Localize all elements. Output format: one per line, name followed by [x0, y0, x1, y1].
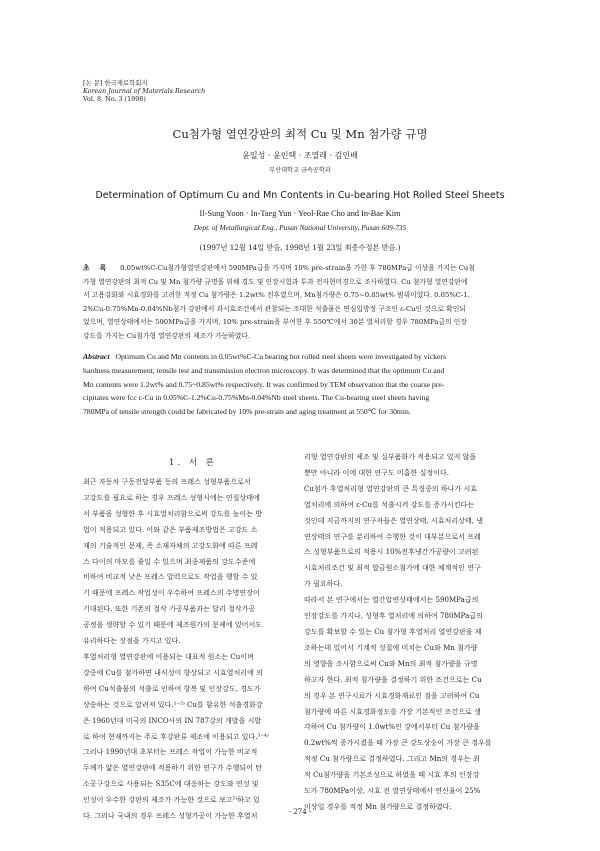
- abstract-en-line: hardness measurement, tensile test and transmission electron microscopy. It was determined that the optimum Cu and: [83, 365, 445, 375]
- body-text-line: 다. 그러나 국내의 경우 프레스 성형가공이 가능한 후열처: [83, 811, 258, 821]
- body-text-line: 재의 기술적인 문제, 즉 소재자체의 고강도화에 따른 프레: [83, 540, 258, 550]
- body-text-line: 따라서 본 연구에서는 열간압연상태에서는 590MPa급의: [304, 595, 479, 605]
- body-text-line: 의 경우 본 연구시료가 시효경화재료인 점을 고려하여 Cu: [304, 690, 480, 700]
- affiliation-en: Dept. of Metallurgical Eng., Pusan National University, Pusan 609-735: [193, 223, 407, 232]
- body-text-line: 상승하는 것으로 알려져 있다.¹⁻²⁾ Cu를 함유한 석출경화강: [83, 699, 263, 709]
- paper-title-en: Determination of Optimum Cu and Mn Contents in Cu-bearing Hot Rolled Steel Sheets: [95, 190, 505, 201]
- body-text-line: 스 다이의 마모를 줄일 수 있으며 최종제품의 강도수준에: [83, 556, 256, 566]
- journal-category: [논 문] 한국재료학회지: [83, 79, 148, 87]
- body-text-line: 각하여 Cu 첨가량이 1.0wt%인 강에서부터 Cu 첨가량을: [304, 722, 480, 732]
- abstract-ko-label: 초록: [83, 264, 117, 272]
- body-text-line: 이상일 경우를 적정 Mn 첨가량으로 결정하였다.: [304, 801, 452, 811]
- journal-volume: Vol. 8, No. 3 (1998): [83, 95, 146, 103]
- body-text-line: 기 때문에 프레스 작업성이 우수하여 프레스의 수명연장이: [83, 588, 260, 598]
- page-number: - 274 -: [288, 808, 312, 816]
- received-dates: (1997년 12월 14일 받음, 1998년 1월 23일 최종수정본 받음.): [199, 243, 401, 252]
- body-text-line: 고강도를 필요로 하는 경우 프레스 성형시에는 연질상태에: [83, 492, 260, 502]
- body-text-line: 것인데 지금까지의 연구자들은 열연상태, 시효처리상태, 냉: [304, 515, 484, 525]
- abstract-ko-line: 었으며, 열연상태에서는 590MPa급을 가지며, 10% pre-strain을 부여한 후 550℃에서 30분 열처리할 경우 780MPa급의 인장: [83, 318, 467, 327]
- abstract-en-line: Abstract Optimum Cu and Mn contents in 0.05wt%C-Cu bearing hot rolled steel sheets were investigated by vickers: [83, 352, 446, 361]
- body-text-line: 강중에 Cu를 첨가하면 내식성이 향상되고 시효열처리에 의: [83, 667, 263, 677]
- body-text-line: 인성이 우수한 강판의 제조가 가능한 것으로 보고⁵⁾하고 있: [83, 795, 260, 805]
- authors-ko: 윤일성 · 윤인택 · 조열래 · 김인배: [242, 151, 358, 160]
- body-text-line: 적정 Cu 첨가량으로 결정하였다. 그리고 Mn의 경우는 최: [304, 754, 480, 764]
- body-text-line: 조하는데 있어서 기계적 성질에 미치는 Cu와 Mn 첨가량: [304, 642, 478, 652]
- abstract-ko-line: 가형 열연강판의 최적 Cu 및 Mn 첨가량 규명을 위해 경도 및 인장시험과 투과 전자현미경으로 조사하였다. Cu 첨가형 열연강판에: [83, 277, 468, 286]
- body-text-line: 가 필요하다.: [304, 579, 343, 589]
- body-text-line: 최근 자동차 구동전달부품 등의 프레스 성형부품으로서: [83, 477, 251, 486]
- body-text-line: 유리하다는 장점을 가지고 있다.: [83, 636, 181, 646]
- body-text-line: 기대된다. 또한 기존의 절삭 가공부품과는 달리 절삭가공: [83, 604, 256, 614]
- paper-title-ko: Cu첨가형 열연강판의 최적 Cu 및 Mn 첨가량 규명: [172, 127, 428, 141]
- body-text-line: 하여 Cu석출물의 석출로 인하여 항복 및 인장강도, 경도가: [83, 683, 261, 693]
- body-text-line: 하고자 한다. 최적 첨가량을 결정하기 위한 조건으로는 Cu: [304, 674, 482, 684]
- abstract-en-line: 780MPa of tensile strength could be fabricated by 10% pre-strain and aging treatment at 550℃ for 30min.: [83, 407, 411, 417]
- affiliation-ko: 부산대학교 금속공학과: [269, 167, 331, 174]
- authors-en: Il-Sung Yoon · In-Taeg Yun · Yeol-Rae Cho and In-Bae Kim: [199, 209, 401, 218]
- body-text-line: 비하여 비교적 낮은 프레스 압력으로도 작업을 행할 수 있: [83, 572, 258, 582]
- body-text-line: 그러나 1990년대 초부터는 프레스 작업이 가능한 비교적: [83, 747, 258, 757]
- body-column-left: [83, 474, 303, 824]
- body-text-line: 스 성형부품으로의 적용시 10%전후냉간가공량이 고려된: [304, 547, 479, 557]
- abstract-en-line: cipitates were fcc ε-Cu in 0.05%C-1.2%Cu-0.75%Mn-0.04%Nb steel sheets. The Cu-bearing steel sheets having: [83, 393, 430, 403]
- body-column-right: [304, 449, 524, 815]
- body-text-line: 공정을 생략할 수 있기 때문에 제조원가의 문제에 있어서도: [83, 620, 263, 630]
- body-text-line: 두께가 얇은 열연강판에 적용하기 위한 연구가 수행되어 탄: [83, 763, 263, 773]
- journal-header: [83, 79, 205, 103]
- body-text-line: 첨가량에 따른 시효경화정도를 가장 기본적인 조건으로 생: [304, 706, 481, 716]
- abstract-ko-line: 서 고용강화와 시효경화를 고려한 적정 Cu 첨가량은 1.2wt% 전후였으며, Mn첨가량은 0.75~0.85wt% 범위이었다. 0.05%C-1.: [83, 291, 470, 300]
- body-text-line: 서 부품을 성형한 후 시효열처리함으로써 강도를 높이는 방: [83, 508, 263, 518]
- abstract-ko-line: 초록 0.05wt%C-Cu첨가형열연강판에서 590MPa급을 가지며 10% pre-strain을 가한 후 780MPa급 이상을 가지는 Cu첨: [83, 264, 475, 272]
- body-text-line: 인장강도를 가지나, 성형후 열처리에 의하여 780MPa급의: [304, 611, 483, 621]
- body-text-line: 로 하여 현재까지는 주로 후강판류 제조에 이용되고 있다.³⁻⁴⁾: [83, 731, 269, 741]
- body-text-line: 시효처리조건 및 최적 합금원소첨가에 대한 체계적인 연구: [304, 563, 481, 573]
- body-text-line: 열처리에 의하여 ε-Cu를 석출시켜 강도를 증가시킨다는: [304, 499, 475, 509]
- body-text-line: 의 영향을 조사함으로써 Cu와 Mn의 최적 첨가량을 규명: [304, 658, 478, 668]
- body-text-line: 법이 적용되고 있다. 이와 같은 부품제조방법은 고강도 소: [83, 524, 258, 534]
- body-text-line: 리형 열연강판의 제조 및 실부품화가 적용되고 있지 않을: [304, 452, 477, 461]
- section-heading-introduction: 1. 서 론: [169, 458, 217, 468]
- abstract-ko: [83, 262, 527, 344]
- body-text-line: 적 Cu첨가량을 기본조성으로 하였을 때 시효 후의 인장강: [304, 770, 480, 780]
- abstract-en-label: Abstract: [83, 352, 110, 361]
- abstract-en: [83, 350, 527, 419]
- journal-name-en: Korean Journal of Materials Research: [83, 87, 206, 95]
- body-text-line: 연상태의 연구를 분리하여 수행한 것이 대부분으로서 프레: [304, 531, 481, 541]
- body-text-line: 은 1960년대 미국의 INCO사의 IN 787강의 개발을 시발: [83, 715, 262, 725]
- abstract-ko-line: 2%Cu-0.75%Mn-0.04%Nb첨가 강판에서 과시효조건에서 관찰되는 조대한 석출물은 면심입방정 구조인 ε-Cu인 것으로 확인되: [83, 304, 466, 313]
- abstract-en-line: Mn contents were 1.2wt% and 0.75~0.85wt% respectively. It was confirmed by TEM observation that the coarse pre-: [83, 379, 445, 389]
- body-text-line: 도가 780MPa이상, 시효 전 열연상태에서 연신율이 25%: [304, 786, 481, 796]
- body-text-line: 강도를 확보할 수 있는 Cu 첨가형 후열처리 열연강판을 제: [304, 626, 482, 636]
- body-text-line: 0.2wt%씩 증가시켰을 때 가장 큰 강도상승이 가장 큰 경우를: [304, 738, 492, 748]
- body-text-line: 후열처리형 열연강판에 이용되는 대표적 원소는 Cu이며: [83, 651, 254, 661]
- body-text-line: Cu첨가 후열처리형 열연강판의 큰 특징중의 하나가 시효: [304, 483, 478, 493]
- abstract-ko-line: 강도를 가지는 Cu첨가형 열연강판의 제조가 가능하였다.: [83, 331, 250, 340]
- body-text-line: 뿐만 아니라 이에 대한 연구도 미흡한 실정이다.: [304, 467, 450, 477]
- body-text-line: 소공구강으로 사용되는 S35C에 대응하는 강도와 연성 및: [83, 779, 259, 789]
